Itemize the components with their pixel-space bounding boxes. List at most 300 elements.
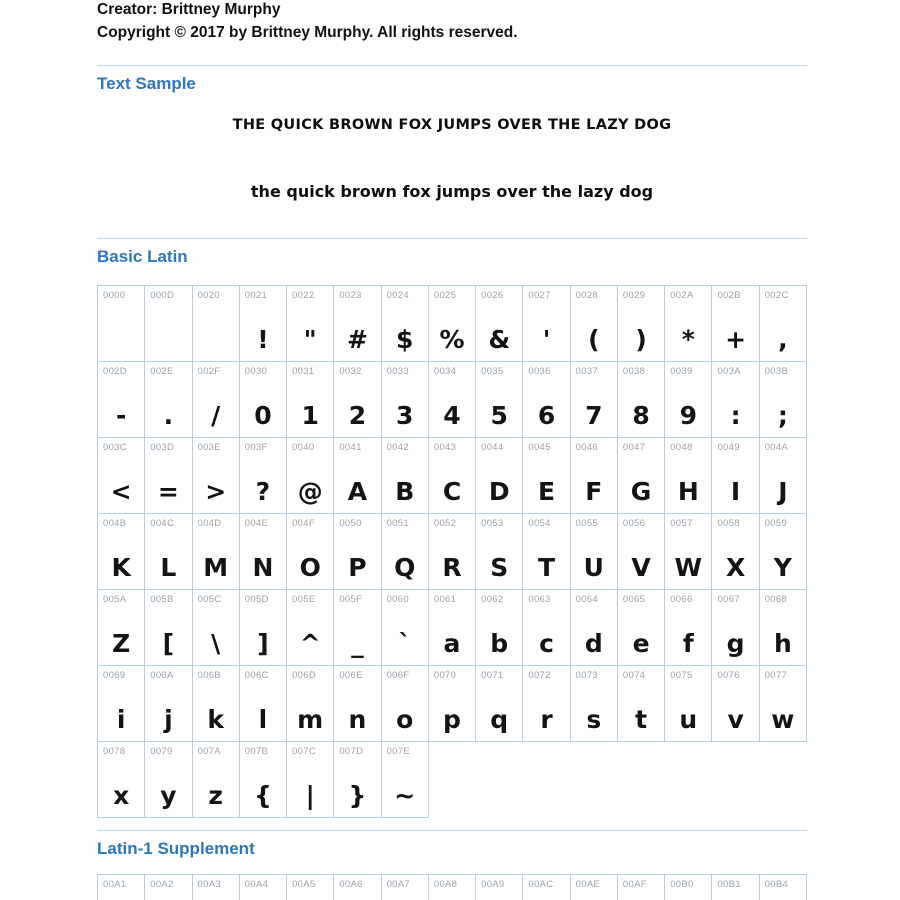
- charmap-cell: [476, 438, 523, 514]
- charmap-cell: [287, 514, 334, 590]
- charmap-cell-code: 00A1: [103, 879, 127, 890]
- charmap-cell-glyph: G: [630, 477, 652, 506]
- charmap-cell: [287, 666, 334, 742]
- charmap-cell: [98, 514, 145, 590]
- charmap-cell-code: 006F: [386, 670, 410, 681]
- charmap-cell: [429, 286, 476, 362]
- charmap-cell-glyph: (: [588, 325, 600, 354]
- charmap-cell: [760, 590, 807, 666]
- charmap-cell: [334, 590, 381, 666]
- charmap-cell-code: 004E: [244, 518, 269, 529]
- charmap-cell-code: 005D: [244, 594, 269, 605]
- charmap-cell: [145, 362, 192, 438]
- charmap-cell: [429, 666, 476, 742]
- charmap-cell-glyph: {: [254, 781, 272, 810]
- charmap-cell-glyph: !: [257, 325, 269, 354]
- charmap-cell-glyph: `: [398, 629, 411, 658]
- charmap-cell: [382, 875, 429, 900]
- charmap-cell-code: 0052: [433, 518, 457, 529]
- charmap-cell-code: 0036: [528, 366, 551, 377]
- charmap-cell: [287, 742, 334, 818]
- charmap-cell-code: 0074: [622, 670, 646, 681]
- charmap-cell: [98, 875, 145, 900]
- charmap-cell-code: 0067: [717, 594, 740, 605]
- charmap-cell-code: 0064: [575, 594, 598, 605]
- charmap-cell: [523, 362, 570, 438]
- charmap-cell: [193, 742, 240, 818]
- charmap-cell: [98, 590, 145, 666]
- charmap-cell-code: 0069: [103, 670, 126, 681]
- charmap-cell: [712, 514, 759, 590]
- charmap-cell: [618, 286, 665, 362]
- creator-line: Creator: Brittney Murphy: [97, 1, 281, 18]
- charmap-cell-code: 002A: [670, 290, 694, 301]
- charmap-cell: [145, 286, 192, 362]
- charmap-cell-glyph: S: [490, 553, 509, 582]
- charmap-cell-glyph: 1: [301, 401, 319, 430]
- charmap-cell-code: 00B1: [717, 879, 741, 890]
- charmap-cell-code: 0076: [717, 670, 740, 681]
- charmap-cell-glyph: I: [730, 477, 741, 506]
- charmap-cell-glyph: b: [490, 629, 509, 658]
- charmap-cell-glyph: 6: [537, 401, 556, 430]
- charmap-cell-code: 006A: [150, 670, 174, 681]
- charmap-cell-glyph: Y: [773, 553, 792, 582]
- basic-latin-charmap: [97, 285, 807, 818]
- charmap-cell: [618, 514, 665, 590]
- charmap-cell-code: 0066: [670, 594, 693, 605]
- charmap-cell-glyph: O: [299, 553, 321, 582]
- charmap-cell-glyph: p: [443, 705, 461, 734]
- charmap-cell: [712, 286, 759, 362]
- latin1-supplement-charmap: [97, 874, 807, 900]
- charmap-cell-code: 004C: [150, 518, 175, 529]
- charmap-cell-glyph: w: [771, 705, 795, 734]
- font-specimen-page: [97, 0, 807, 900]
- charmap-cell-code: 0049: [717, 442, 740, 453]
- charmap-cell: [382, 742, 429, 818]
- charmap-cell-glyph: s: [586, 705, 602, 734]
- charmap-cell: [476, 666, 523, 742]
- charmap-cell-glyph: D: [488, 477, 510, 506]
- charmap-cell-code: 002B: [717, 290, 741, 301]
- charmap-cell-glyph: 0: [254, 401, 272, 430]
- charmap-cell-code: 0057: [670, 518, 693, 529]
- charmap-cell: [571, 590, 618, 666]
- charmap-cell: [618, 875, 665, 900]
- charmap-cell: [287, 362, 334, 438]
- charmap-cell-code: 006C: [244, 670, 269, 681]
- charmap-cell: [145, 514, 192, 590]
- charmap-cell: [665, 666, 712, 742]
- charmap-cell-code: 007E: [386, 746, 410, 757]
- charmap-cell-code: 004B: [103, 518, 127, 529]
- charmap-cell-code: 007A: [197, 746, 221, 757]
- font-meta: [97, 0, 807, 44]
- charmap-cell-glyph: M: [203, 553, 229, 582]
- charmap-cell: [618, 666, 665, 742]
- charmap-cell-code: 0073: [575, 670, 598, 681]
- charmap-cell: [193, 286, 240, 362]
- charmap-cell-code: 0075: [670, 670, 693, 681]
- charmap-cell-glyph: L: [160, 553, 177, 582]
- section-divider: [97, 65, 807, 66]
- charmap-cell-code: 005A: [103, 594, 127, 605]
- charmap-cell-code: 007C: [292, 746, 316, 757]
- charmap-cell-code: 002D: [103, 366, 127, 377]
- charmap-cell-glyph: &: [488, 325, 511, 354]
- charmap-cell-code: 0038: [622, 366, 646, 377]
- charmap-cell-code: 0040: [292, 442, 315, 453]
- charmap-cell-glyph: g: [726, 629, 745, 658]
- charmap-cell-code: 0072: [528, 670, 551, 681]
- charmap-cell-code: 00B4: [764, 879, 789, 890]
- charmap-cell-glyph: 9: [679, 401, 698, 430]
- charmap-cell-glyph: h: [773, 629, 792, 658]
- charmap-cell: [571, 286, 618, 362]
- charmap-cell: [287, 438, 334, 514]
- charmap-cell-glyph: %: [439, 325, 465, 354]
- charmap-cell-glyph: <: [110, 477, 132, 506]
- charmap-cell-glyph: 5: [490, 401, 508, 430]
- charmap-cell-code: 00A4: [244, 879, 269, 890]
- charmap-cell-code: 00B0: [670, 879, 694, 890]
- charmap-cell-code: 00A3: [197, 879, 221, 890]
- charmap-cell: [240, 590, 287, 666]
- charmap-cell-code: 0043: [433, 442, 457, 453]
- charmap-cell-code: 0048: [670, 442, 693, 453]
- charmap-cell: [760, 438, 807, 514]
- charmap-cell-code: 0031: [292, 366, 315, 377]
- charmap-cell-code: 002E: [150, 366, 174, 377]
- charmap-cell-glyph: o: [396, 705, 414, 734]
- charmap-cell-code: 0034: [433, 366, 457, 377]
- charmap-cell: [240, 362, 287, 438]
- charmap-cell: [334, 742, 381, 818]
- charmap-cell-glyph: m: [297, 705, 324, 734]
- charmap-cell: [382, 362, 429, 438]
- charmap-cell-glyph: -: [115, 401, 127, 430]
- charmap-cell-glyph: =: [157, 477, 179, 506]
- charmap-cell-code: 005C: [197, 594, 222, 605]
- charmap-cell-glyph: X: [725, 553, 746, 582]
- charmap-cell-code: 0029: [622, 290, 646, 301]
- charmap-cell: [382, 286, 429, 362]
- charmap-cell-code: 0058: [717, 518, 740, 529]
- charmap-cell-code: 0028: [575, 290, 598, 301]
- charmap-cell-glyph: ?: [255, 477, 271, 506]
- charmap-cell: [334, 666, 381, 742]
- charmap-cell-glyph: K: [111, 553, 131, 582]
- charmap-cell-code: 002F: [197, 366, 221, 377]
- charmap-cell-code: 005B: [150, 594, 174, 605]
- charmap-cell-glyph: }: [348, 781, 367, 810]
- charmap-cell: [523, 286, 570, 362]
- charmap-cell-code: 0032: [339, 366, 362, 377]
- charmap-cell: [240, 438, 287, 514]
- charmap-cell-code: 003C: [103, 442, 127, 453]
- charmap-cell-glyph: 7: [585, 401, 603, 430]
- charmap-cell-code: 0063: [528, 594, 551, 605]
- charmap-cell-code: 0021: [244, 290, 268, 301]
- charmap-cell-glyph: u: [679, 705, 698, 734]
- charmap-cell-code: 003B: [764, 366, 789, 377]
- charmap-cell: [429, 875, 476, 900]
- charmap-cell-code: 007D: [339, 746, 364, 757]
- charmap-cell-code: 004D: [197, 518, 222, 529]
- charmap-cell-code: 006E: [339, 670, 363, 681]
- charmap-cell-glyph: ,: [778, 325, 788, 354]
- charmap-cell-glyph: .: [163, 401, 174, 430]
- charmap-cell: [193, 362, 240, 438]
- charmap-cell: [145, 742, 192, 818]
- charmap-cell-code: 0054: [528, 518, 551, 529]
- charmap-cell-glyph: ]: [257, 629, 269, 658]
- charmap-cell: [665, 590, 712, 666]
- charmap-cell-glyph: [: [162, 629, 175, 658]
- charmap-cell-glyph: N: [252, 553, 274, 582]
- charmap-cell-glyph: t: [635, 705, 648, 734]
- charmap-cell-glyph: :: [730, 401, 741, 430]
- charmap-cell-glyph: ~: [394, 781, 416, 810]
- section-title-basic-latin: Basic Latin: [97, 247, 188, 266]
- charmap-cell-glyph: H: [677, 477, 699, 506]
- charmap-cell-glyph: c: [539, 629, 554, 658]
- charmap-cell-code: 00A9: [481, 879, 505, 890]
- charmap-cell-code: 00A8: [433, 879, 458, 890]
- charmap-cell-code: 0039: [670, 366, 693, 377]
- charmap-cell-code: 0035: [481, 366, 504, 377]
- charmap-cell-glyph: E: [537, 477, 556, 506]
- charmap-cell: [665, 514, 712, 590]
- charmap-cell-glyph: n: [348, 705, 367, 734]
- charmap-cell-glyph: d: [584, 629, 603, 658]
- charmap-cell: [240, 514, 287, 590]
- charmap-cell-code: 0024: [386, 290, 409, 301]
- charmap-cell: [618, 590, 665, 666]
- charmap-cell: [98, 362, 145, 438]
- charmap-cell-glyph: f: [682, 629, 694, 658]
- charmap-cell-glyph: C: [442, 477, 462, 506]
- charmap-cell-glyph: *: [681, 325, 695, 354]
- charmap-cell-code: 0056: [622, 518, 646, 529]
- charmap-cell-code: 003F: [244, 442, 268, 453]
- charmap-cell: [382, 590, 429, 666]
- charmap-cell-glyph: J: [778, 477, 788, 506]
- charmap-cell: [476, 362, 523, 438]
- charmap-cell-glyph: F: [585, 477, 603, 506]
- charmap-cell-glyph: @: [297, 477, 323, 506]
- text-sample-uppercase: THE QUICK BROWN FOX JUMPS OVER THE LAZY DOG: [232, 117, 672, 133]
- charmap-cell-code: 00AF: [622, 879, 647, 890]
- charmap-cell: [429, 590, 476, 666]
- section-title-latin1-supplement: Latin-1 Supplement: [97, 839, 255, 858]
- charmap-cell-glyph: U: [583, 553, 604, 582]
- charmap-cell-glyph: a: [443, 629, 461, 658]
- charmap-cell-code: 0053: [481, 518, 504, 529]
- charmap-cell-code: 0079: [150, 746, 173, 757]
- charmap-cell-code: 003E: [197, 442, 221, 453]
- charmap-cell: [98, 742, 145, 818]
- charmap-cell-code: 007B: [244, 746, 269, 757]
- charmap-cell: [98, 286, 145, 362]
- charmap-cell-glyph: v: [727, 705, 744, 734]
- charmap-cell-code: 0045: [528, 442, 551, 453]
- charmap-cell: [240, 742, 287, 818]
- charmap-cell: [523, 666, 570, 742]
- charmap-cell: [523, 875, 570, 900]
- charmap-cell-code: 0055: [575, 518, 598, 529]
- charmap-cell-code: 0071: [481, 670, 504, 681]
- charmap-cell-code: 0065: [622, 594, 646, 605]
- charmap-cell-code: 0041: [339, 442, 362, 453]
- charmap-cell-glyph: ): [635, 325, 647, 354]
- charmap-cell-code: 002C: [764, 290, 789, 301]
- charmap-cell: [240, 666, 287, 742]
- charmap-cell-code: 0050: [339, 518, 362, 529]
- section-divider: [97, 238, 807, 239]
- charmap-cell-glyph: i: [116, 705, 126, 734]
- charmap-cell-code: 005E: [292, 594, 316, 605]
- charmap-cell-glyph: /: [211, 401, 221, 430]
- charmap-cell: [382, 438, 429, 514]
- charmap-cell: [571, 438, 618, 514]
- charmap-cell: [334, 362, 381, 438]
- charmap-cell-code: 0046: [575, 442, 598, 453]
- charmap-cell: [98, 438, 145, 514]
- charmap-cell-code: 006D: [292, 670, 316, 681]
- charmap-cell-glyph: r: [540, 705, 553, 734]
- charmap-cell-code: 0061: [433, 594, 457, 605]
- charmap-cell: [665, 438, 712, 514]
- charmap-cell: [760, 362, 807, 438]
- charmap-cell: [760, 514, 807, 590]
- charmap-cell: [618, 438, 665, 514]
- charmap-cell: [145, 438, 192, 514]
- charmap-cell-glyph: ": [303, 325, 317, 354]
- charmap-cell: [523, 438, 570, 514]
- charmap-cell: [145, 666, 192, 742]
- charmap-cell: [523, 514, 570, 590]
- charmap-cell: [476, 875, 523, 900]
- charmap-cell-code: 00A6: [339, 879, 363, 890]
- charmap-cell: [665, 362, 712, 438]
- charmap-cell-glyph: _: [351, 629, 364, 658]
- charmap-cell: [476, 514, 523, 590]
- charmap-cell: [429, 438, 476, 514]
- charmap-cell: [334, 514, 381, 590]
- charmap-cell: [382, 666, 429, 742]
- charmap-cell-code: 0025: [433, 290, 457, 301]
- charmap-cell-code: 00AE: [575, 879, 601, 890]
- charmap-cell: [193, 666, 240, 742]
- charmap-cell-code: 006B: [197, 670, 221, 681]
- charmap-cell-code: 0037: [575, 366, 598, 377]
- charmap-cell: [193, 875, 240, 900]
- charmap-cell-code: 0078: [103, 746, 126, 757]
- text-sample-lowercase: the quick brown fox jumps over the lazy dog: [250, 182, 654, 201]
- charmap-cell-glyph: x: [113, 781, 130, 810]
- section-divider: [97, 830, 807, 831]
- charmap-cell: [287, 875, 334, 900]
- charmap-cell: [712, 362, 759, 438]
- charmap-cell-code: 0062: [481, 594, 504, 605]
- charmap-cell-glyph: +: [725, 325, 747, 354]
- charmap-cell-code: 0068: [764, 594, 788, 605]
- charmap-cell-code: 0023: [339, 290, 362, 301]
- charmap-cell: [193, 514, 240, 590]
- charmap-cell: [712, 438, 759, 514]
- charmap-cell-code: 0026: [481, 290, 504, 301]
- charmap-cell-code: 0059: [764, 518, 788, 529]
- charmap-cell-glyph: \: [211, 629, 221, 658]
- charmap-cell: [240, 875, 287, 900]
- charmap-cell-code: 0047: [622, 442, 646, 453]
- charmap-cell: [429, 362, 476, 438]
- charmap-cell-glyph: 8: [632, 401, 650, 430]
- charmap-cell: [334, 438, 381, 514]
- charmap-cell: [665, 286, 712, 362]
- charmap-cell-code: 0077: [764, 670, 788, 681]
- charmap-cell-code: 0060: [386, 594, 409, 605]
- charmap-cell-code: 0051: [386, 518, 409, 529]
- charmap-cell: [571, 666, 618, 742]
- charmap-cell-code: 004F: [292, 518, 315, 529]
- charmap-cell-glyph: R: [442, 553, 462, 582]
- charmap-cell: [571, 362, 618, 438]
- charmap-cell-code: 000D: [150, 290, 175, 301]
- charmap-cell-code: 0022: [292, 290, 315, 301]
- charmap-cell-glyph: ': [542, 325, 551, 354]
- charmap-cell: [334, 286, 381, 362]
- charmap-cell-glyph: 3: [396, 401, 414, 430]
- charmap-cell-glyph: P: [348, 553, 367, 582]
- charmap-cell-code: 0030: [244, 366, 268, 377]
- charmap-cell-code: 00A2: [150, 879, 174, 890]
- charmap-cell: [712, 590, 759, 666]
- charmap-cell: [760, 666, 807, 742]
- charmap-cell: [712, 666, 759, 742]
- charmap-cell-glyph: #: [346, 325, 368, 354]
- charmap-cell-glyph: j: [164, 705, 173, 734]
- charmap-cell: [193, 438, 240, 514]
- charmap-cell: [193, 590, 240, 666]
- charmap-cell: [523, 590, 570, 666]
- charmap-cell-code: 005F: [339, 594, 363, 605]
- charmap-cell: [665, 875, 712, 900]
- charmap-cell: [618, 362, 665, 438]
- charmap-cell-glyph: $: [396, 325, 414, 354]
- charmap-cell-code: 00A5: [292, 879, 316, 890]
- charmap-cell: [334, 875, 381, 900]
- charmap-cell-code: 00AC: [528, 879, 554, 890]
- charmap-cell-code: 003A: [717, 366, 741, 377]
- charmap-cell-glyph: Z: [112, 629, 131, 658]
- charmap-cell-code: 0027: [528, 290, 551, 301]
- charmap-cell-code: 004A: [764, 442, 789, 453]
- charmap-cell-glyph: >: [205, 477, 227, 506]
- charmap-cell-code: 0070: [433, 670, 457, 681]
- charmap-cell-code: 00A7: [386, 879, 410, 890]
- charmap-cell-glyph: ^: [299, 629, 321, 658]
- charmap-cell: [571, 514, 618, 590]
- charmap-cell-glyph: 2: [348, 401, 367, 430]
- charmap-cell-glyph: z: [208, 781, 223, 810]
- charmap-cell: [98, 666, 145, 742]
- charmap-cell-glyph: Q: [394, 553, 416, 582]
- charmap-cell: [287, 286, 334, 362]
- charmap-cell-glyph: q: [490, 705, 509, 734]
